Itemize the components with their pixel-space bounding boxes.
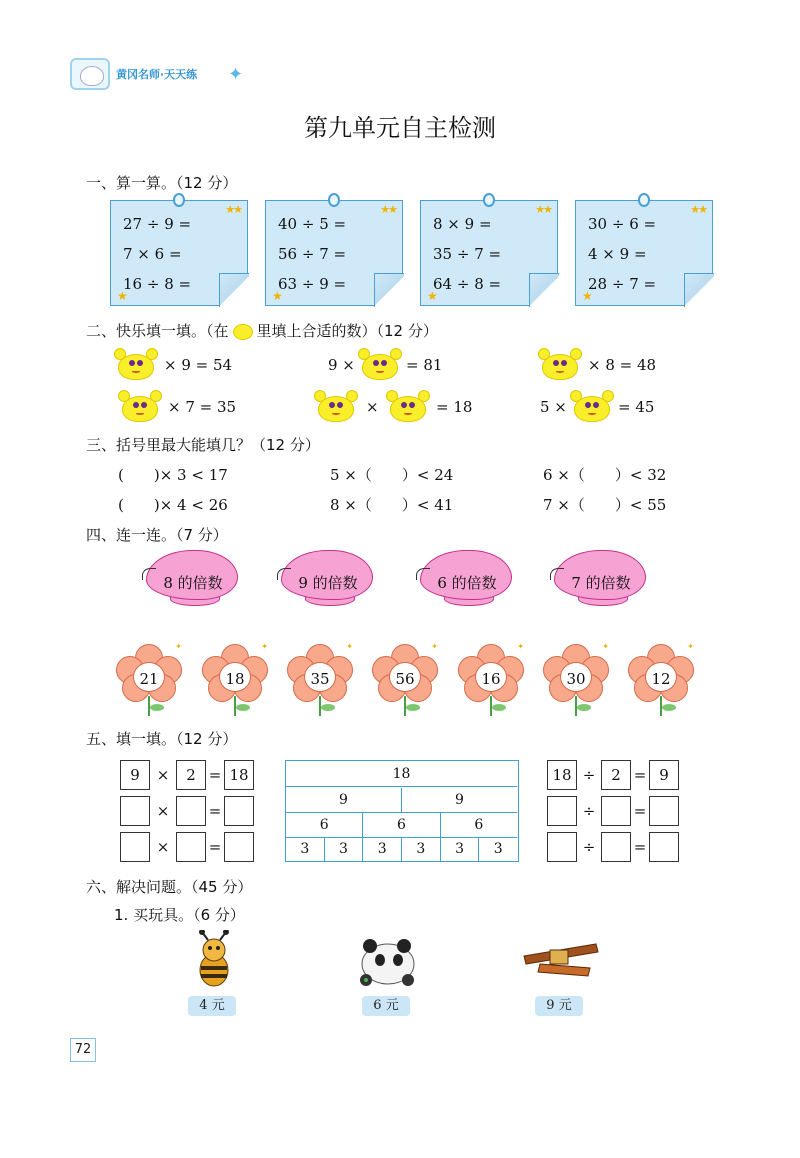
star-icon: ★	[272, 289, 283, 303]
problem: 63 ÷ 9 =	[278, 275, 347, 293]
problem: 35 ÷ 7 =	[433, 245, 502, 263]
answer-box[interactable]	[120, 832, 150, 862]
filled-box: 9	[649, 760, 679, 790]
flower[interactable]	[543, 640, 609, 718]
flower-number: 56	[395, 670, 415, 688]
crab-icon	[570, 390, 614, 424]
problem-1-title: 1. 买玩具。（6 分）	[114, 906, 245, 924]
operator: ÷	[582, 766, 596, 784]
tree-cell: 18	[392, 766, 411, 782]
section-6-heading: 六、解决问题。（45 分）	[86, 878, 253, 896]
sparkle-icon: ✦	[517, 642, 524, 651]
crab-icon	[314, 390, 358, 424]
inequality: ( )× 4 < 26	[118, 496, 228, 514]
page-number: 72	[70, 1038, 96, 1062]
note-card-2	[265, 200, 403, 306]
brand-text: 黄冈名师·天天练	[116, 68, 198, 81]
brand-logo	[70, 58, 250, 92]
equation-part: = 81	[406, 356, 443, 374]
tree-row-1	[286, 763, 517, 787]
butterfly-label: 8 的倍数	[163, 574, 223, 592]
split-diagram	[285, 760, 519, 862]
tree-cell: 9	[455, 792, 464, 808]
equation-part: × 7 = 35	[168, 398, 237, 416]
answer-box[interactable]	[176, 832, 206, 862]
answer-box[interactable]	[176, 796, 206, 826]
bee-toy-icon	[174, 930, 254, 990]
filled-box: 2	[601, 760, 631, 790]
pin-icon	[328, 193, 340, 207]
tree-cell: 6	[474, 817, 484, 833]
bear-icon	[80, 66, 104, 86]
flower[interactable]	[202, 640, 268, 718]
flower-number: 35	[310, 670, 330, 688]
tree-cell: 3	[402, 838, 441, 861]
crab-icon	[118, 390, 162, 424]
sparkle-icon: ✦	[175, 642, 182, 651]
page-fold	[374, 273, 404, 307]
tree-cell: 3	[325, 838, 364, 861]
tree-cell: 6	[363, 813, 440, 837]
section-3-heading: 三、括号里最大能填几？（12 分）	[86, 436, 320, 454]
answer-box[interactable]	[601, 796, 631, 826]
brand-box	[70, 58, 110, 90]
answer-box[interactable]	[649, 832, 679, 862]
operator: ÷	[582, 838, 596, 856]
note-card-1	[110, 200, 248, 306]
equation-part: = 45	[618, 398, 655, 416]
problem: 64 ÷ 8 =	[433, 275, 502, 293]
flower-number: 12	[651, 670, 671, 688]
problem: 7 × 6 =	[123, 245, 182, 263]
inequality: ( )× 3 < 17	[118, 466, 228, 484]
crab-icon	[386, 390, 430, 424]
filled-box: 2	[176, 760, 206, 790]
flower[interactable]	[628, 640, 694, 718]
page-title: 第九单元自主检测	[304, 114, 496, 142]
problem: 4 × 9 =	[588, 245, 647, 263]
tree-cell: 3	[286, 838, 325, 861]
star-icon: ★	[427, 289, 438, 303]
flower[interactable]	[287, 640, 353, 718]
sparkle-icon: ✦	[602, 642, 609, 651]
tree-cell: 3	[363, 838, 402, 861]
butterfly[interactable]	[548, 546, 652, 608]
tree-row-2	[286, 788, 517, 812]
sparkle-icon: ✦	[346, 642, 353, 651]
operator: =	[633, 802, 647, 820]
inequality: 8 ×（ ）< 41	[330, 496, 454, 514]
answer-box[interactable]	[601, 832, 631, 862]
operator: ×	[156, 766, 170, 784]
note-card-4	[575, 200, 713, 306]
butterfly[interactable]	[140, 546, 244, 608]
section-2-heading	[86, 320, 438, 341]
inequality: 5 ×（ ）< 24	[330, 466, 454, 484]
sparkle-icon: ✦	[261, 642, 268, 651]
operator: ×	[156, 838, 170, 856]
problem: 40 ÷ 5 =	[278, 215, 347, 233]
equation-part: = 18	[436, 398, 473, 416]
butterfly-label: 7 的倍数	[571, 574, 631, 592]
flower-number: 16	[481, 670, 501, 688]
butterfly-label: 6 的倍数	[437, 574, 497, 592]
panda-car-toy-icon	[348, 930, 428, 990]
butterfly[interactable]	[275, 546, 379, 608]
heading-part: 二、快乐填一填。（在	[86, 322, 229, 340]
operator: ×	[156, 802, 170, 820]
tree-cell: 3	[441, 838, 480, 861]
price-tag: 9 元	[535, 996, 583, 1016]
section-1-heading: 一、算一算。（12 分）	[86, 174, 238, 192]
problem: 28 ÷ 7 =	[588, 275, 657, 293]
crab-icon	[538, 348, 582, 382]
tree-cell: 6	[286, 813, 363, 837]
answer-box[interactable]	[547, 796, 577, 826]
problem: 56 ÷ 7 =	[278, 245, 347, 263]
filled-box: 18	[547, 760, 577, 790]
equation-part: 9 ×	[328, 356, 355, 374]
sparkle-icon: ✦	[687, 642, 694, 651]
note-card-3	[420, 200, 558, 306]
price-tag: 4 元	[188, 996, 236, 1016]
star-icon: ★	[117, 289, 128, 303]
crab-icon	[114, 348, 158, 382]
operator: =	[208, 766, 222, 784]
pin-icon	[483, 193, 495, 207]
equation-part: ×	[366, 398, 379, 416]
operator: =	[633, 766, 647, 784]
butterfly[interactable]	[414, 546, 518, 608]
section-4-heading: 四、连一连。（7 分）	[86, 526, 228, 544]
star-icon: ✦	[228, 64, 244, 85]
filled-box: 9	[120, 760, 150, 790]
stars-icon: ★★	[380, 203, 396, 216]
star-icon: ★	[582, 289, 593, 303]
crab-icon	[233, 324, 253, 340]
answer-box[interactable]	[649, 796, 679, 826]
answer-box[interactable]	[547, 832, 577, 862]
flower[interactable]	[116, 640, 182, 718]
tree-row-4	[286, 838, 517, 861]
stars-icon: ★★	[535, 203, 551, 216]
inequality: 6 ×（ ）< 32	[543, 466, 667, 484]
filled-box: 18	[224, 760, 254, 790]
operator: =	[208, 838, 222, 856]
page-fold	[684, 273, 714, 307]
page-fold	[219, 273, 249, 307]
crab-icon	[358, 348, 402, 382]
flower-number: 21	[139, 670, 159, 688]
flower[interactable]	[458, 640, 524, 718]
problem: 16 ÷ 8 =	[123, 275, 192, 293]
answer-box[interactable]	[120, 796, 150, 826]
equation-part: × 8 = 48	[588, 356, 657, 374]
equation-part: × 9 = 54	[164, 356, 233, 374]
flower-number: 30	[566, 670, 586, 688]
page-fold	[529, 273, 559, 307]
tree-cell: 3	[493, 841, 503, 857]
operator: ÷	[582, 802, 596, 820]
airplane-toy-icon	[520, 930, 600, 990]
operator: =	[208, 802, 222, 820]
sparkle-icon: ✦	[431, 642, 438, 651]
problem: 27 ÷ 9 =	[123, 215, 192, 233]
tree-cell: 9	[286, 788, 402, 812]
stars-icon: ★★	[690, 203, 706, 216]
pin-icon	[173, 193, 185, 207]
flower-number: 18	[225, 670, 245, 688]
equation-part: 5 ×	[540, 398, 567, 416]
flower[interactable]	[372, 640, 438, 718]
inequality: 7 ×（ ）< 55	[543, 496, 667, 514]
answer-box[interactable]	[224, 832, 254, 862]
answer-box[interactable]	[224, 796, 254, 826]
pin-icon	[638, 193, 650, 207]
butterfly-label: 9 的倍数	[298, 574, 358, 592]
operator: =	[633, 838, 647, 856]
tree-row-3	[286, 813, 517, 837]
stars-icon: ★★	[225, 203, 241, 216]
problem: 30 ÷ 6 =	[588, 215, 657, 233]
section-5-heading: 五、填一填。（12 分）	[86, 730, 238, 748]
problem: 8 × 9 =	[433, 215, 492, 233]
price-tag: 6 元	[362, 996, 410, 1016]
heading-part: 里填上合适的数）（12 分）	[256, 322, 438, 340]
